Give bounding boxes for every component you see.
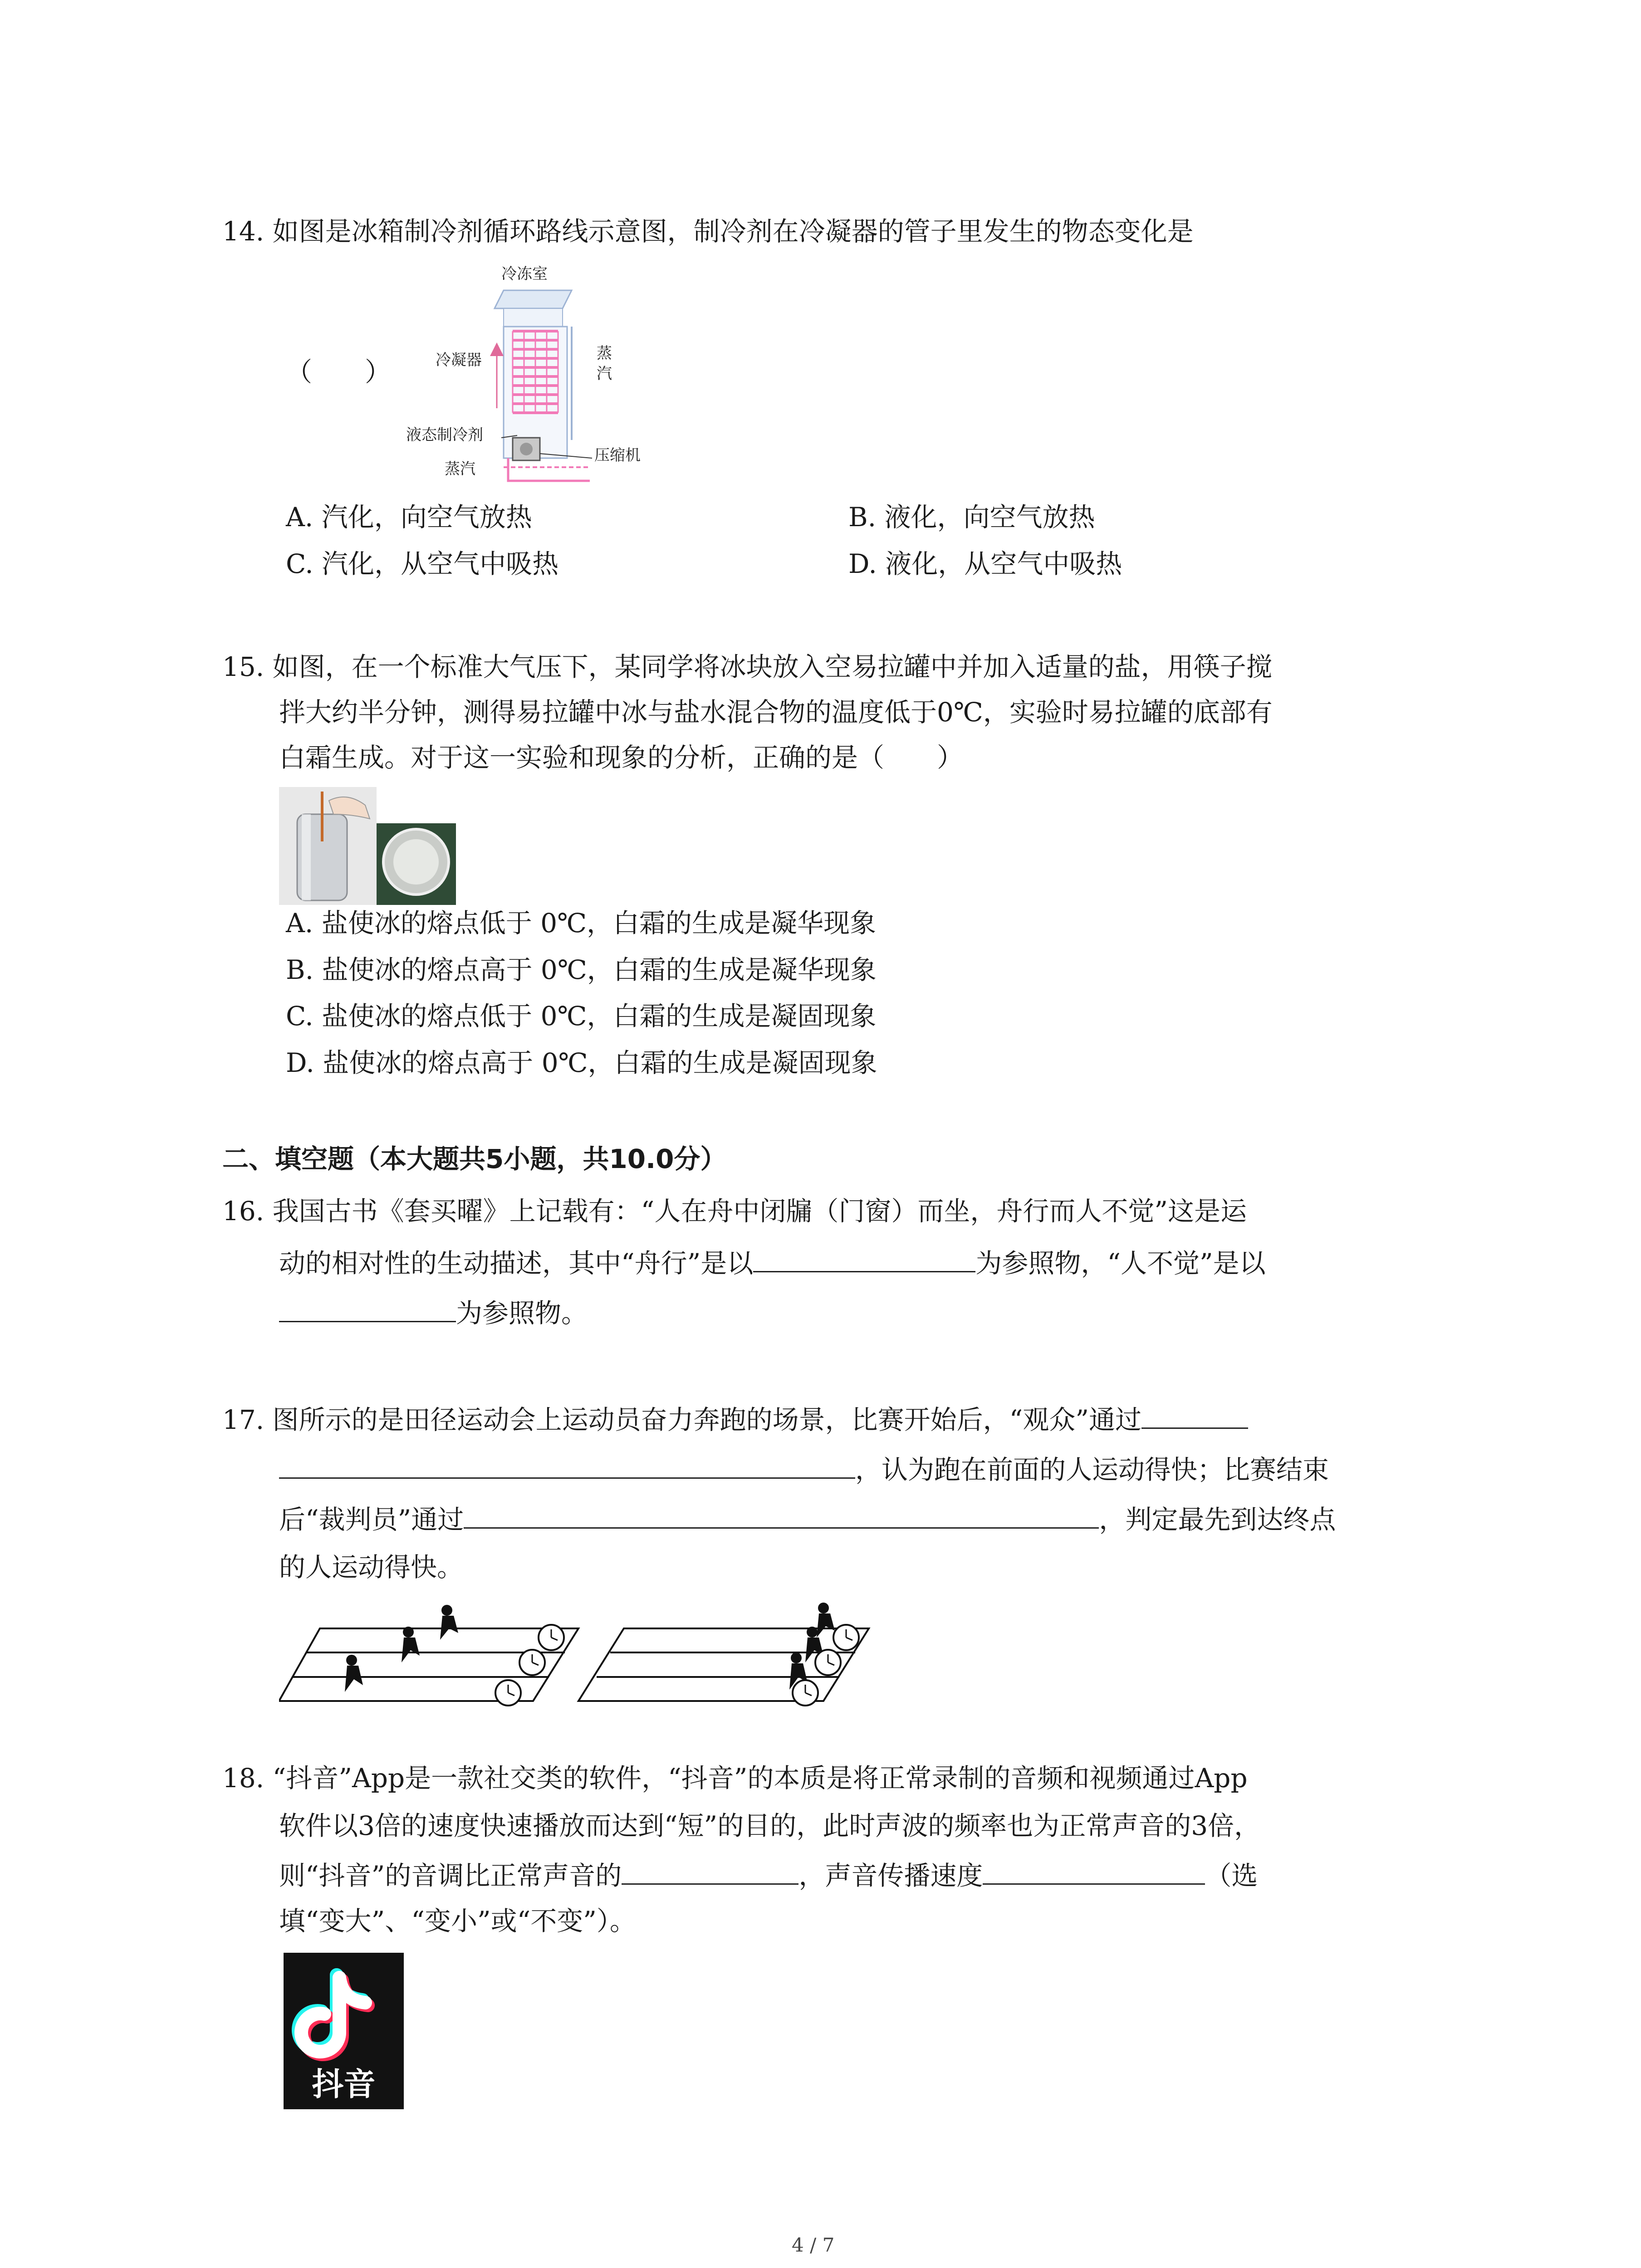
freezer-label: 冷冻室 (501, 265, 548, 283)
q16-line-2-part-b: 为参照物，“人不觉”是以 (975, 1248, 1266, 1279)
q16-line-2-part-a: 动的相对性的生动描述，其中“舟行”是以 (279, 1248, 754, 1279)
condenser-label: 冷凝器 (436, 351, 482, 369)
q17-line-4: 的人运动得快。 (279, 1552, 464, 1583)
q14-option-c: C. 汽化，从空气中吸热 (286, 548, 559, 579)
q16-line-2 (279, 1243, 1266, 1281)
refrigerator-diagram (399, 259, 658, 494)
douyin-logo-text: 抖音 (312, 2066, 376, 2103)
q15-option-b: B. 盐使冰的熔点高于 0℃，白霜的生成是凝华现象 (286, 954, 877, 985)
q18-line-3 (279, 1855, 1258, 1894)
running-race-diagrams (279, 1597, 878, 1715)
q17-line-2 (279, 1449, 1329, 1488)
section-heading: 二、填空题（本大题共5小题，共10.0分） (222, 1144, 727, 1174)
q18-line-2: 软件以3倍的速度快速播放而达到“短”的目的，此时声波的频率也为正常声音的3倍， (279, 1810, 1261, 1841)
q18-line-3-part-b: ，声音传播速度 (798, 1860, 983, 1891)
vapor-right-label-2: 汽 (597, 365, 612, 383)
q17-blank-1b[interactable] (279, 1449, 855, 1479)
q17-line-3 (279, 1499, 1336, 1538)
vapor-bottom-label: 蒸汽 (445, 460, 475, 478)
q15-option-a: A. 盐使冰的熔点低于 0℃，白霜的生成是凝华现象 (286, 908, 876, 938)
q16-line-1: 16. 我国古书《套买曜》上记载有：“人在舟中闭牖（门窗）而坐，舟行而人不觉”这是运 (222, 1196, 1247, 1227)
q18-line-1: 18. “抖音”App是一款社交类的软件，“抖音”的本质是将正常录制的音频和视频通过App (222, 1763, 1248, 1794)
vapor-right-label-1: 蒸 (597, 344, 612, 362)
q16-line-3-text: 为参照物。 (456, 1298, 588, 1329)
q14-option-b: B. 液化，向空气放热 (848, 502, 1095, 533)
q15-line-2: 拌大约半分钟，测得易拉罐中冰与盐水混合物的温度低于0℃，实验时易拉罐的底部有 (279, 697, 1273, 728)
can-experiment-photos (279, 787, 456, 905)
q17-blank-1a[interactable] (1141, 1399, 1248, 1429)
q16-blank-1[interactable] (753, 1243, 975, 1272)
q14-option-a: A. 汽化，向空气放热 (286, 502, 532, 533)
q18-blank-2[interactable] (983, 1855, 1205, 1885)
q18-line-3-part-a: 则“抖音”的音调比正常声音的 (279, 1860, 622, 1891)
q14-stem: 14. 如图是冰箱制冷剂循环路线示意图，制冷剂在冷凝器的管子里发生的物态变化是 (222, 216, 1194, 247)
q15-line-3: 白霜生成。对于这一实验和现象的分析，正确的是（ ） (279, 742, 964, 773)
q18-line-4: 填“变大”、“变小”或“不变”）。 (279, 1906, 636, 1936)
page-number: 4 / 7 (792, 2234, 835, 2256)
douyin-logo (284, 1953, 404, 2109)
q15-option-d: D. 盐使冰的熔点高于 0℃，白霜的生成是凝固现象 (286, 1047, 877, 1078)
q17-line-3-part-a: 后“裁判员”通过 (279, 1504, 464, 1535)
q17-line-2-text: ，认为跑在前面的人运动得快；比赛结束 (855, 1454, 1329, 1485)
q18-blank-1[interactable] (622, 1855, 798, 1885)
liquid-refrigerant-label: 液态制冷剂 (406, 426, 483, 444)
q17-line-3-part-b: ，判定最先到达终点 (1099, 1504, 1336, 1535)
q17-blank-2[interactable] (464, 1499, 1099, 1529)
q17-line-1 (222, 1399, 1248, 1438)
compressor-label: 压缩机 (594, 446, 641, 464)
q16-line-3 (279, 1293, 588, 1331)
q14-option-d: D. 液化，从空气中吸热 (848, 548, 1122, 579)
q14-answer-paren: （ ） (286, 357, 392, 387)
q16-blank-2[interactable] (279, 1293, 456, 1322)
q15-option-c: C. 盐使冰的熔点低于 0℃，白霜的生成是凝固现象 (286, 1001, 877, 1031)
q15-line-1: 15. 如图，在一个标准大气压下，某同学将冰块放入空易拉罐中并加入适量的盐，用筷子搅 (222, 651, 1273, 682)
q18-line-3-part-c: （选 (1205, 1860, 1258, 1891)
q17-line-1-text: 17. 图所示的是田径运动会上运动员奋力奔跑的场景，比赛开始后，“观众”通过 (222, 1404, 1141, 1435)
